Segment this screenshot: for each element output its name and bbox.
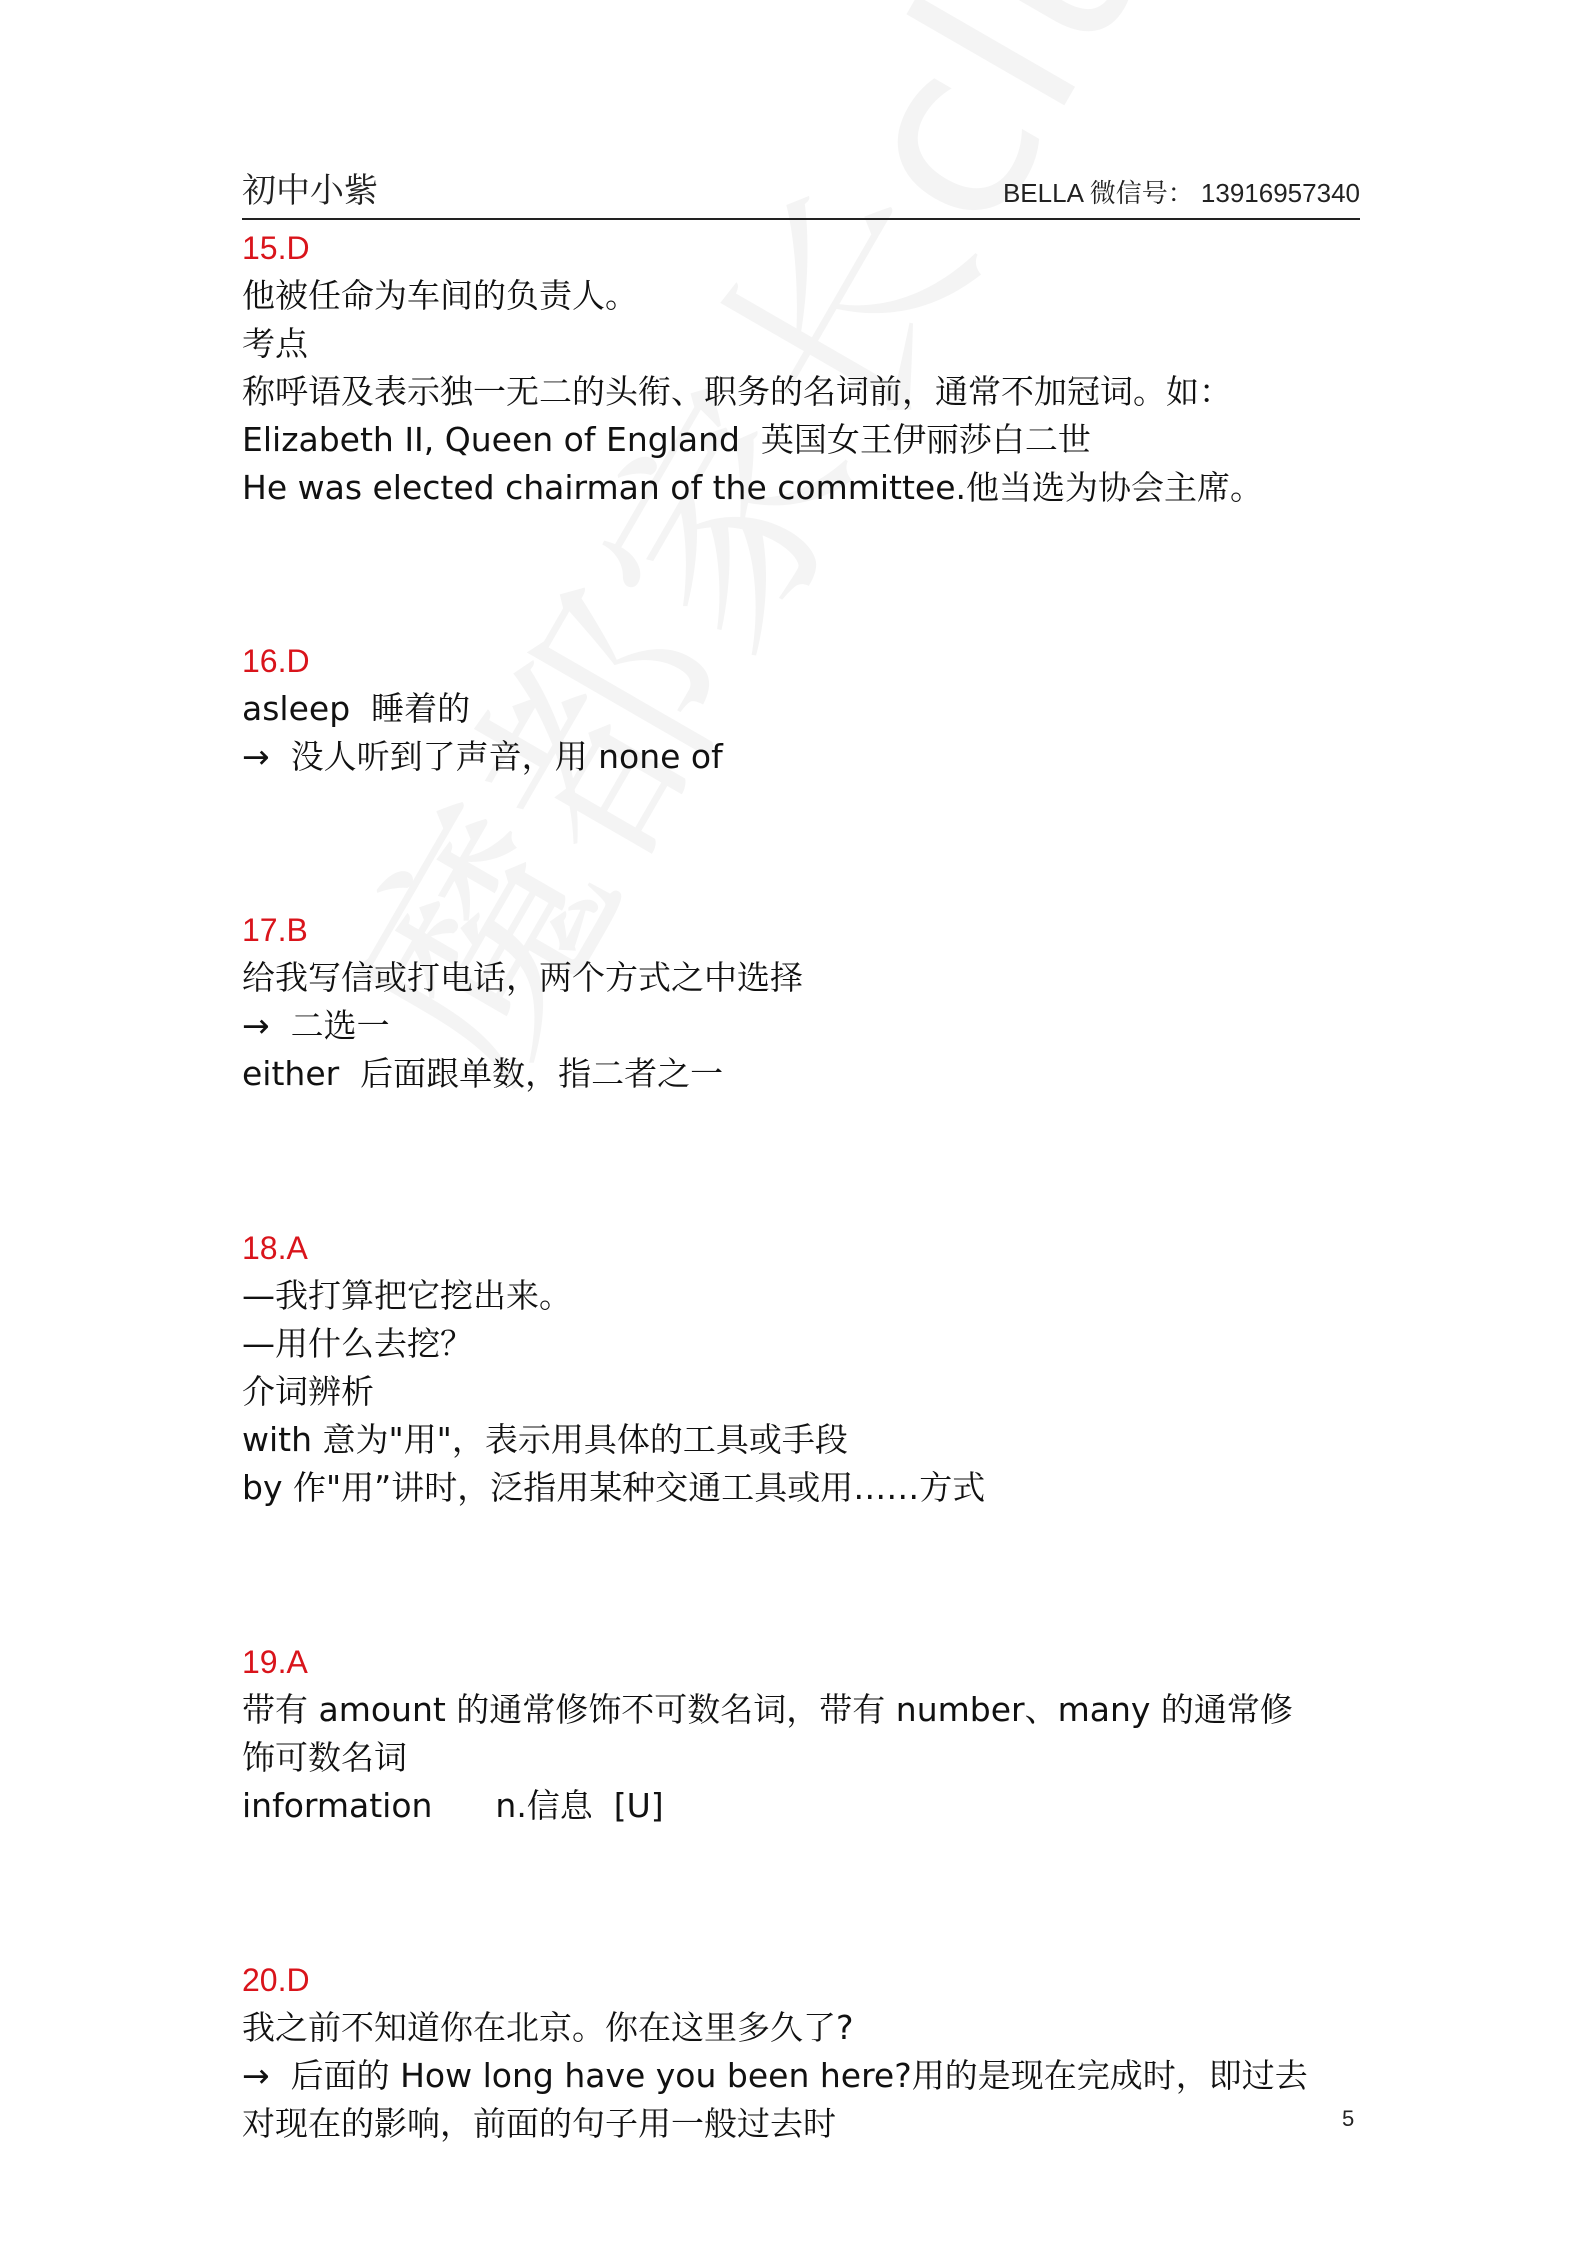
explanation-line: either 后面跟单数，指二者之一 (242, 1054, 724, 1093)
explanation-line: 带有 amount 的通常修饰不可数名词，带有 number、many 的通常修 (242, 1690, 1293, 1729)
answer-item-18 (242, 1224, 1360, 1512)
explanation-line: → 后面的 How long have you been here?用的是现在完成时，即过去 (242, 2056, 1308, 2095)
explanation-line: with 意为"用"，表示用具体的工具或手段 (242, 1420, 848, 1459)
answer-label: 18.A (242, 1230, 308, 1266)
explanation-line: 介词辨析 (242, 1372, 374, 1411)
answer-item-16 (242, 637, 1360, 781)
explanation-line: He was elected chairman of the committee.他当选为协会主席。 (242, 468, 1264, 507)
explanation-line: 饰可数名词 (242, 1738, 407, 1777)
header-contact: BELLA 微信号： 13916957340 (1002, 178, 1360, 208)
answer-explanations (242, 224, 1360, 2148)
explanation-line: by 作"用”讲时，泛指用某种交通工具或用……方式 (242, 1468, 986, 1507)
answer-label: 20.D (242, 1962, 310, 1998)
page-header (242, 162, 1360, 220)
answer-label: 16.D (242, 643, 310, 679)
explanation-line: 考点 (242, 324, 308, 363)
explanation-line: Elizabeth II, Queen of England 英国女王伊丽莎白二世 (242, 420, 1091, 459)
explanation-line: 给我写信或打电话，两个方式之中选择 (242, 958, 803, 997)
answer-item-20 (242, 1956, 1360, 2148)
explanation-line: 称呼语及表示独一无二的头衔、职务的名词前，通常不加冠词。如： (242, 372, 1232, 411)
explanation-line: —用什么去挖？ (242, 1324, 473, 1363)
explanation-line: 他被任命为车间的负责人。 (242, 276, 638, 315)
explanation-line: —我打算把它挖出来。 (242, 1276, 572, 1315)
header-title: 初中小紫 (242, 171, 378, 211)
explanation-line: → 没人听到了声音，用 none of (242, 737, 723, 776)
explanation-line: 我之前不知道你在北京。你在这里多久了? (242, 2008, 854, 2047)
explanation-line: information n.信息 [U] (242, 1786, 664, 1825)
explanation-line: 对现在的影响，前面的句子用一般过去时 (242, 2104, 836, 2143)
explanation-line: asleep 睡着的 (242, 689, 471, 728)
answer-item-17 (242, 906, 1360, 1098)
answer-item-19 (242, 1638, 1360, 1830)
explanation-line: → 二选一 (242, 1006, 390, 1045)
page-number: 5 (1342, 2106, 1355, 2131)
answer-item-15 (242, 224, 1360, 512)
answer-label: 19.A (242, 1644, 308, 1680)
answer-label: 15.D (242, 230, 310, 266)
answer-label: 17.B (242, 912, 308, 948)
